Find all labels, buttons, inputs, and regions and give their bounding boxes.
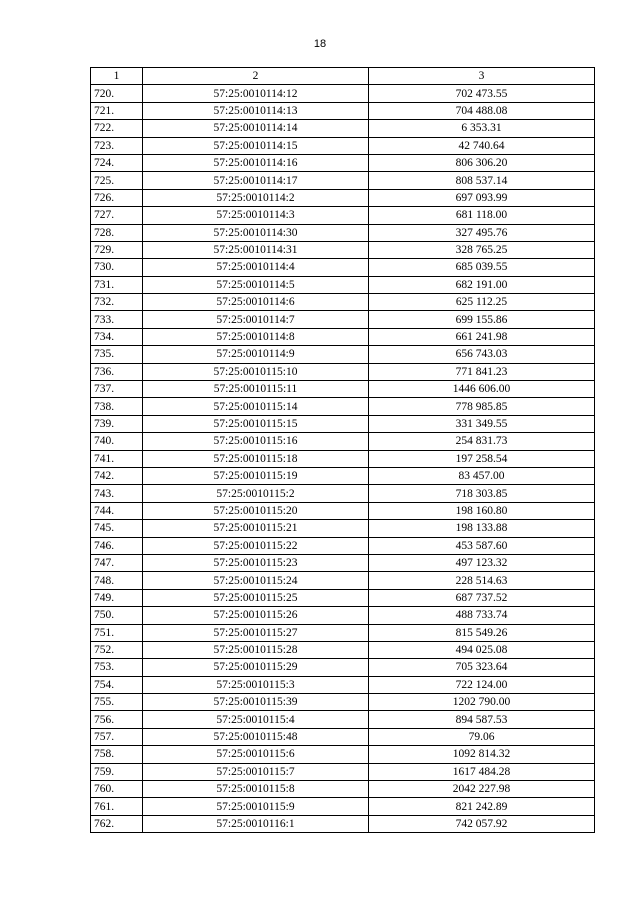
cadastral-value: 327 495.76: [369, 224, 595, 241]
cadastral-value: 494 025.08: [369, 641, 595, 658]
cadastral-value: 198 133.88: [369, 520, 595, 537]
table-row: [91, 381, 595, 398]
table-row: [91, 572, 595, 589]
cadastral-value: 821 242.89: [369, 798, 595, 815]
cadastral-number: 57:25:0010115:24: [143, 572, 369, 589]
row-number: 739.: [91, 415, 143, 432]
row-number: 736.: [91, 363, 143, 380]
table-row: [91, 85, 595, 102]
table-row: [91, 502, 595, 519]
cadastral-value: 1202 790.00: [369, 694, 595, 711]
table-row: [91, 520, 595, 537]
cadastral-number: 57:25:0010114:5: [143, 276, 369, 293]
cadastral-value: 808 537.14: [369, 172, 595, 189]
cadastral-number: 57:25:0010115:20: [143, 502, 369, 519]
table-row: [91, 694, 595, 711]
row-number: 730.: [91, 259, 143, 276]
table-row: [91, 554, 595, 571]
column-header-1: 1: [91, 68, 143, 85]
table-row: [91, 328, 595, 345]
cadastral-number: 57:25:0010115:15: [143, 415, 369, 432]
cadastral-value: 771 841.23: [369, 363, 595, 380]
table-row: [91, 433, 595, 450]
table-row: [91, 589, 595, 606]
cadastral-value: 83 457.00: [369, 467, 595, 484]
row-number: 755.: [91, 694, 143, 711]
cadastral-number: 57:25:0010115:39: [143, 694, 369, 711]
cadastral-value: 806 306.20: [369, 154, 595, 171]
row-number: 743.: [91, 485, 143, 502]
cadastral-number: 57:25:0010114:3: [143, 207, 369, 224]
cadastral-value: 625 112.25: [369, 294, 595, 311]
cadastral-value: 197 258.54: [369, 450, 595, 467]
cadastral-number: 57:25:0010115:2: [143, 485, 369, 502]
cadastral-number: 57:25:0010114:4: [143, 259, 369, 276]
cadastral-number: 57:25:0010114:30: [143, 224, 369, 241]
cadastral-number: 57:25:0010115:26: [143, 607, 369, 624]
cadastral-value: 778 985.85: [369, 398, 595, 415]
row-number: 738.: [91, 398, 143, 415]
row-number: 746.: [91, 537, 143, 554]
row-number: 733.: [91, 311, 143, 328]
table-row: [91, 781, 595, 798]
cadastral-value: 661 241.98: [369, 328, 595, 345]
cadastral-value: 685 039.55: [369, 259, 595, 276]
cadastral-number: 57:25:0010114:14: [143, 120, 369, 137]
row-number: 728.: [91, 224, 143, 241]
table-row: [91, 363, 595, 380]
row-number: 723.: [91, 137, 143, 154]
cadastral-number: 57:25:0010114:7: [143, 311, 369, 328]
cadastral-number: 57:25:0010114:8: [143, 328, 369, 345]
cadastral-value: 687 737.52: [369, 589, 595, 606]
cadastral-value: 894 587.53: [369, 711, 595, 728]
row-number: 726.: [91, 189, 143, 206]
row-number: 737.: [91, 381, 143, 398]
cadastral-value: 228 514.63: [369, 572, 595, 589]
cadastral-number: 57:25:0010114:15: [143, 137, 369, 154]
column-header-3: 3: [369, 68, 595, 85]
table-row: [91, 189, 595, 206]
row-number: 727.: [91, 207, 143, 224]
table-row: [91, 763, 595, 780]
cadastral-number: 57:25:0010115:4: [143, 711, 369, 728]
cadastral-number: 57:25:0010115:25: [143, 589, 369, 606]
table-row: [91, 676, 595, 693]
row-number: 745.: [91, 520, 143, 537]
cadastral-value-table: [90, 67, 595, 833]
table-row: [91, 607, 595, 624]
row-number: 744.: [91, 502, 143, 519]
table-row: [91, 346, 595, 363]
table-row: [91, 467, 595, 484]
table-row: [91, 450, 595, 467]
cadastral-value: 656 743.03: [369, 346, 595, 363]
cadastral-number: 57:25:0010115:7: [143, 763, 369, 780]
table-body: [91, 85, 595, 833]
row-number: 749.: [91, 589, 143, 606]
row-number: 757.: [91, 728, 143, 745]
cadastral-number: 57:25:0010115:10: [143, 363, 369, 380]
cadastral-value: 1446 606.00: [369, 381, 595, 398]
cadastral-number: 57:25:0010114:16: [143, 154, 369, 171]
row-number: 732.: [91, 294, 143, 311]
cadastral-value: 254 831.73: [369, 433, 595, 450]
table-row: [91, 415, 595, 432]
cadastral-value: 79.06: [369, 728, 595, 745]
row-number: 761.: [91, 798, 143, 815]
table-row: [91, 207, 595, 224]
cadastral-number: 57:25:0010115:48: [143, 728, 369, 745]
cadastral-number: 57:25:0010115:27: [143, 624, 369, 641]
cadastral-value: 6 353.31: [369, 120, 595, 137]
table-row: [91, 659, 595, 676]
row-number: 724.: [91, 154, 143, 171]
cadastral-number: 57:25:0010115:29: [143, 659, 369, 676]
table-row: [91, 311, 595, 328]
column-header-2: 2: [143, 68, 369, 85]
table-row: [91, 728, 595, 745]
cadastral-value: 497 123.32: [369, 554, 595, 571]
table-row: [91, 641, 595, 658]
row-number: 748.: [91, 572, 143, 589]
cadastral-number: 57:25:0010115:16: [143, 433, 369, 450]
row-number: 740.: [91, 433, 143, 450]
table-row: [91, 137, 595, 154]
cadastral-number: 57:25:0010114:13: [143, 102, 369, 119]
cadastral-value: 453 587.60: [369, 537, 595, 554]
row-number: 729.: [91, 241, 143, 258]
row-number: 747.: [91, 554, 143, 571]
cadastral-value: 742 057.92: [369, 815, 595, 832]
table-row: [91, 172, 595, 189]
cadastral-value: 1092 814.32: [369, 746, 595, 763]
cadastral-value: 815 549.26: [369, 624, 595, 641]
cadastral-number: 57:25:0010114:2: [143, 189, 369, 206]
cadastral-value: 488 733.74: [369, 607, 595, 624]
cadastral-value: 702 473.55: [369, 85, 595, 102]
row-number: 753.: [91, 659, 143, 676]
cadastral-number: 57:25:0010114:12: [143, 85, 369, 102]
cadastral-number: 57:25:0010116:1: [143, 815, 369, 832]
cadastral-value: 328 765.25: [369, 241, 595, 258]
row-number: 750.: [91, 607, 143, 624]
table-row: [91, 711, 595, 728]
cadastral-value: 1617 484.28: [369, 763, 595, 780]
row-number: 762.: [91, 815, 143, 832]
row-number: 725.: [91, 172, 143, 189]
table-row: [91, 746, 595, 763]
cadastral-number: 57:25:0010115:14: [143, 398, 369, 415]
cadastral-number: 57:25:0010115:9: [143, 798, 369, 815]
cadastral-value: 699 155.86: [369, 311, 595, 328]
table-row: [91, 154, 595, 171]
cadastral-value: 682 191.00: [369, 276, 595, 293]
cadastral-number: 57:25:0010115:28: [143, 641, 369, 658]
row-number: 758.: [91, 746, 143, 763]
table-row: [91, 120, 595, 137]
cadastral-number: 57:25:0010115:21: [143, 520, 369, 537]
table-header-row: [91, 68, 595, 85]
row-number: 741.: [91, 450, 143, 467]
cadastral-number: 57:25:0010114:17: [143, 172, 369, 189]
row-number: 751.: [91, 624, 143, 641]
row-number: 759.: [91, 763, 143, 780]
cadastral-number: 57:25:0010115:8: [143, 781, 369, 798]
row-number: 721.: [91, 102, 143, 119]
row-number: 735.: [91, 346, 143, 363]
cadastral-value: 697 093.99: [369, 189, 595, 206]
table-row: [91, 276, 595, 293]
cadastral-number: 57:25:0010115:23: [143, 554, 369, 571]
row-number: 754.: [91, 676, 143, 693]
cadastral-value: 722 124.00: [369, 676, 595, 693]
table-row: [91, 624, 595, 641]
cadastral-value: 704 488.08: [369, 102, 595, 119]
cadastral-number: 57:25:0010115:18: [143, 450, 369, 467]
table-row: [91, 537, 595, 554]
cadastral-value: 2042 227.98: [369, 781, 595, 798]
cadastral-value: 718 303.85: [369, 485, 595, 502]
cadastral-number: 57:25:0010115:11: [143, 381, 369, 398]
cadastral-value: 705 323.64: [369, 659, 595, 676]
cadastral-number: 57:25:0010115:19: [143, 467, 369, 484]
row-number: 760.: [91, 781, 143, 798]
cadastral-number: 57:25:0010115:6: [143, 746, 369, 763]
row-number: 731.: [91, 276, 143, 293]
cadastral-number: 57:25:0010114:9: [143, 346, 369, 363]
cadastral-value: 681 118.00: [369, 207, 595, 224]
cadastral-number: 57:25:0010114:31: [143, 241, 369, 258]
table-row: [91, 798, 595, 815]
row-number: 734.: [91, 328, 143, 345]
row-number: 720.: [91, 85, 143, 102]
row-number: 742.: [91, 467, 143, 484]
cadastral-value: 198 160.80: [369, 502, 595, 519]
table-row: [91, 294, 595, 311]
table-row: [91, 102, 595, 119]
cadastral-number: 57:25:0010115:3: [143, 676, 369, 693]
row-number: 756.: [91, 711, 143, 728]
table-row: [91, 224, 595, 241]
table-row: [91, 398, 595, 415]
page-number: 18: [313, 38, 327, 50]
cadastral-number: 57:25:0010115:22: [143, 537, 369, 554]
row-number: 722.: [91, 120, 143, 137]
table-row: [91, 241, 595, 258]
cadastral-value: 331 349.55: [369, 415, 595, 432]
cadastral-value: 42 740.64: [369, 137, 595, 154]
row-number: 752.: [91, 641, 143, 658]
table-row: [91, 815, 595, 832]
cadastral-number: 57:25:0010114:6: [143, 294, 369, 311]
table-row: [91, 485, 595, 502]
table-row: [91, 259, 595, 276]
